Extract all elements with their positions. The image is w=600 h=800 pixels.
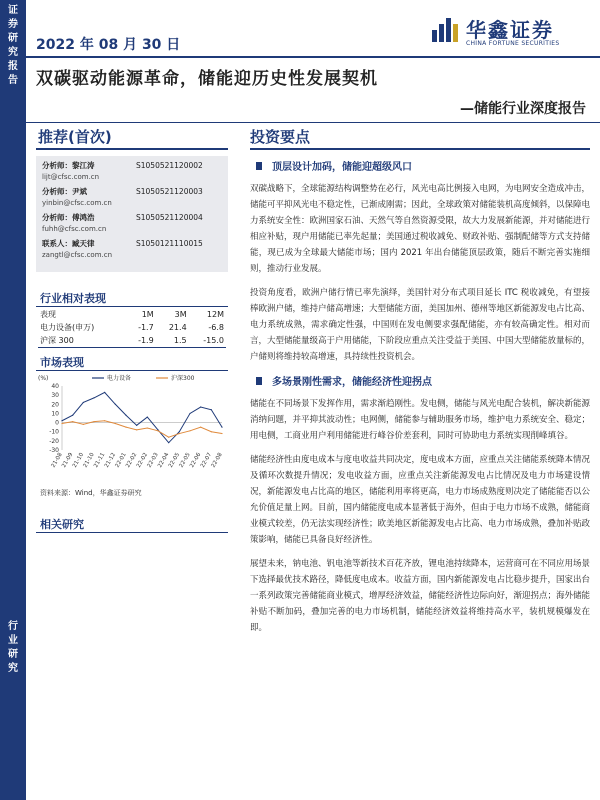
x-tick-label: 22-06 (189, 452, 203, 469)
data-point (179, 433, 180, 434)
y-axis-label: (%) (38, 375, 49, 382)
y-tick-label: 30 (51, 392, 59, 400)
contact-email[interactable]: zangtl@cfsc.com.cn (42, 251, 113, 259)
market-title: 市场表现 (40, 356, 84, 369)
y-tick-label: -10 (49, 428, 59, 436)
data-point (115, 404, 116, 405)
performance-title: 行业相对表现 (40, 292, 106, 305)
paragraph: 储能在不同场景下发挥作用，需求渐趋刚性。发电侧，储能与风光电配合装机，解决新能源消纳问题，并平抑其波动性；电网侧，储能参与辅助服务市场，维护电力系统安全、稳定；用电侧，工商业用户利用储能进行峰谷价差套利，同时可协助电力系统实现削峰填谷。 (250, 399, 591, 441)
sidebar-report-type: 证 券 研 究 报 告 (8, 5, 18, 86)
related-research-title: 相关研究 (40, 518, 84, 531)
x-tick-label: 22-05 (178, 452, 192, 469)
table-cell: -1.7 (138, 323, 154, 332)
performance-table (38, 308, 226, 348)
x-tick-label: 22-01 (114, 452, 128, 469)
data-point (136, 425, 137, 426)
paragraph: 投资角度看，欧洲户储行情已率先演绎，美国针对分布式项目延长 ITC 税收减免，有望接棒欧洲户储，维持户储高增速；大型储能方面，美国加州、德州等地区新能源发电占比高、电力系统成熟，需求确定性强，中国则在发电侧要求强配储能，亦有较高确定性。相对而言，大型储能量级高于户用储能，下阶段应重点关注受益于美国、中国大型储能放量标的，户储则将维持较高增速，具持续性投资机会。 (250, 288, 591, 362)
y-tick-label: 0 (55, 419, 59, 427)
section-heading: 顶层设计加码，储能迎超级风口 (250, 158, 590, 173)
table-header-cell: 表现 (40, 310, 56, 319)
table-header-cell: 3M (174, 310, 187, 319)
company-logo (432, 14, 592, 52)
data-point (200, 406, 201, 407)
table-cell: 沪深 300 (38, 334, 126, 348)
rating-label: 推荐(首次) (38, 128, 112, 146)
paragraph: 双碳战略下，全球能源结构调整势在必行，风光电高比例接入电网，为电网安全造成冲击，储能可平抑风光电不稳定性，已渐成刚需；因此，全球政策对储能装机高度倾斜，以保障电力系统安全性：欧洲国家石油、天然气等自然资源受限，故大力发展新能源，并对储能进行相应补贴，现户用储能已率先起量；美国通过税收减免、财政补贴、强制配储等方式支持储能，现已成为全球最大储能市场；国内 2021 年出台储能顶层政策，随后不断完善实施细则，推动行业发展。 (250, 184, 591, 274)
data-point (125, 427, 126, 428)
data-point (61, 420, 62, 421)
table-cell: 1.5 (156, 334, 189, 348)
x-tick-label: 21-10 (71, 452, 86, 469)
analyst-name: 分析师：傅鸿浩 (42, 213, 95, 222)
market-performance-chart (36, 372, 228, 482)
table-header-row (38, 308, 226, 321)
data-point (61, 423, 62, 424)
bullet-square-icon (256, 162, 262, 170)
highlights-underline (250, 148, 590, 150)
x-tick-label: 21-12 (103, 452, 118, 469)
paragraph: 储能经济性由度电成本与度电收益共同决定，度电成本方面，应重点关注储能系统降本情况及循环次数提升情况；发电收益方面，应重点关注新能源发电占比情况及电力市场建设情况，新能源发电占比高的地区，储能利用率将更高，电力市场成熟度则决定了储能能否以公允价值足量上网。目前，国内储能度电成本显著低于海外，但由于电力市场不成熟，储能商业模式较差，仍无法实现经济性；欧美地区新能源发电占比高、电力市场成熟，叠加补贴政策影响，储能已具备良好经济性。 (250, 455, 591, 545)
analyst-entry (42, 160, 222, 183)
report-title: 双碳驱动能源革命，储能迎历史性发展契机 (36, 69, 378, 89)
chart-source-note: 资料来源：Wind，华鑫证券研究 (40, 489, 142, 497)
x-tick-label: 22-05 (167, 452, 182, 469)
data-point (93, 421, 94, 422)
rating-underline (36, 148, 228, 150)
table-cell: -15.0 (189, 334, 226, 348)
analyst-entry (42, 212, 222, 235)
data-point (157, 430, 158, 431)
investment-highlights-heading: 投资要点 (250, 128, 311, 146)
x-tick-label: 22-04 (157, 452, 171, 469)
y-tick-label: -20 (49, 437, 59, 445)
data-point (104, 420, 105, 421)
data-point (221, 433, 222, 434)
performance-underline (36, 306, 228, 307)
analyst-name: 分析师：尹斌 (42, 187, 87, 196)
legend-label: 沪深300 (171, 375, 195, 382)
analyst-name: 分析师：黎江涛 (42, 161, 95, 170)
x-tick-label: 21-08 (50, 452, 64, 469)
x-tick-label: 22-08 (210, 452, 224, 469)
data-point (115, 423, 116, 424)
sidebar-research-type: 行 业 研 究 (8, 621, 18, 674)
analyst-box (36, 156, 228, 272)
data-point (147, 416, 148, 417)
table-header-cell: 1M (141, 310, 154, 319)
analyst-email[interactable]: lijt@cfsc.com.cn (42, 173, 100, 181)
logo-name: 华鑫证券 (466, 18, 554, 42)
data-point (189, 430, 190, 431)
related-research-underline (36, 532, 228, 533)
data-point (83, 402, 84, 403)
contact-cert: S1050121110015 (136, 239, 203, 248)
x-tick-label: 22-02 (125, 452, 139, 469)
x-tick-label: 22-03 (146, 452, 160, 469)
table-row (38, 334, 226, 348)
investment-highlights-body (250, 156, 590, 644)
analyst-cert: S1050521120004 (136, 213, 203, 222)
table-row (38, 321, 226, 334)
logo-english-name: CHINA FORTUNE SECURITIES (466, 40, 560, 47)
market-underline (36, 370, 228, 371)
data-point (147, 427, 148, 428)
data-point (211, 409, 212, 410)
paragraph: 展望未来，钠电池、钒电池等新技术百花齐放，锂电池持续降本，运营商可在不同应用场景下选择最优技术路径，降低度电成本。收益方面，国内新能源发电占比稳步提升，国家出台一系列政策完善储能商业模式，增厚经济效益，储能经济性边际向好，渐迎拐点；海外储能补贴不断加码，叠加完善的电力市场机制，储能经济效益将维持高水平，装机规模爆发在即。 (250, 559, 591, 633)
table-header-cell: 12M (206, 310, 224, 319)
analyst-cert: S1050521120002 (136, 161, 203, 170)
data-point (211, 431, 212, 432)
series-line-1 (62, 421, 222, 437)
y-tick-label: 20 (51, 401, 59, 409)
data-point (83, 424, 84, 425)
title-divider (26, 122, 600, 123)
data-point (93, 397, 94, 398)
table-cell: 21.4 (168, 323, 187, 332)
analyst-email[interactable]: fuhh@cfsc.com.cn (42, 225, 107, 233)
y-tick-label: 40 (51, 383, 59, 390)
table-cell: 电力设备(申万) (40, 323, 95, 332)
x-tick-label: 21-10 (82, 452, 96, 469)
section-heading: 多场景刚性需求，储能经济性迎拐点 (250, 373, 590, 388)
left-sidebar (0, 0, 26, 800)
bullet-square-icon (256, 377, 262, 385)
data-point (168, 437, 169, 438)
report-date: 2022 年 08 月 30 日 (36, 37, 181, 53)
x-tick-label: 22-07 (199, 452, 214, 469)
contact-entry (42, 238, 222, 261)
data-point (136, 429, 137, 430)
data-point (168, 442, 169, 443)
analyst-email[interactable]: yinbin@cfsc.com.cn (42, 199, 112, 207)
data-point (125, 415, 126, 416)
legend-label: 电力设备 (107, 375, 132, 382)
data-point (221, 427, 222, 428)
data-point (72, 421, 73, 422)
header-divider (26, 56, 600, 58)
x-tick-label: 21-09 (61, 452, 75, 469)
y-tick-label: 10 (51, 410, 59, 418)
table-cell: -1.9 (126, 334, 156, 348)
contact-name: 联系人：臧天律 (42, 239, 95, 248)
x-tick-label: 22-02 (135, 452, 150, 469)
analyst-entry (42, 186, 222, 209)
report-subtitle: —储能行业深度报告 (460, 101, 586, 117)
x-tick-label: 21-11 (93, 452, 107, 469)
data-point (72, 415, 73, 416)
table-cell: -6.8 (208, 323, 224, 332)
y-tick-label: -30 (49, 447, 59, 454)
data-point (104, 392, 105, 393)
series-line-0 (62, 392, 222, 442)
data-point (189, 413, 190, 414)
data-point (179, 431, 180, 432)
data-point (200, 427, 201, 428)
logo-mark-icon (432, 16, 458, 42)
analyst-cert: S1050521120003 (136, 187, 203, 196)
